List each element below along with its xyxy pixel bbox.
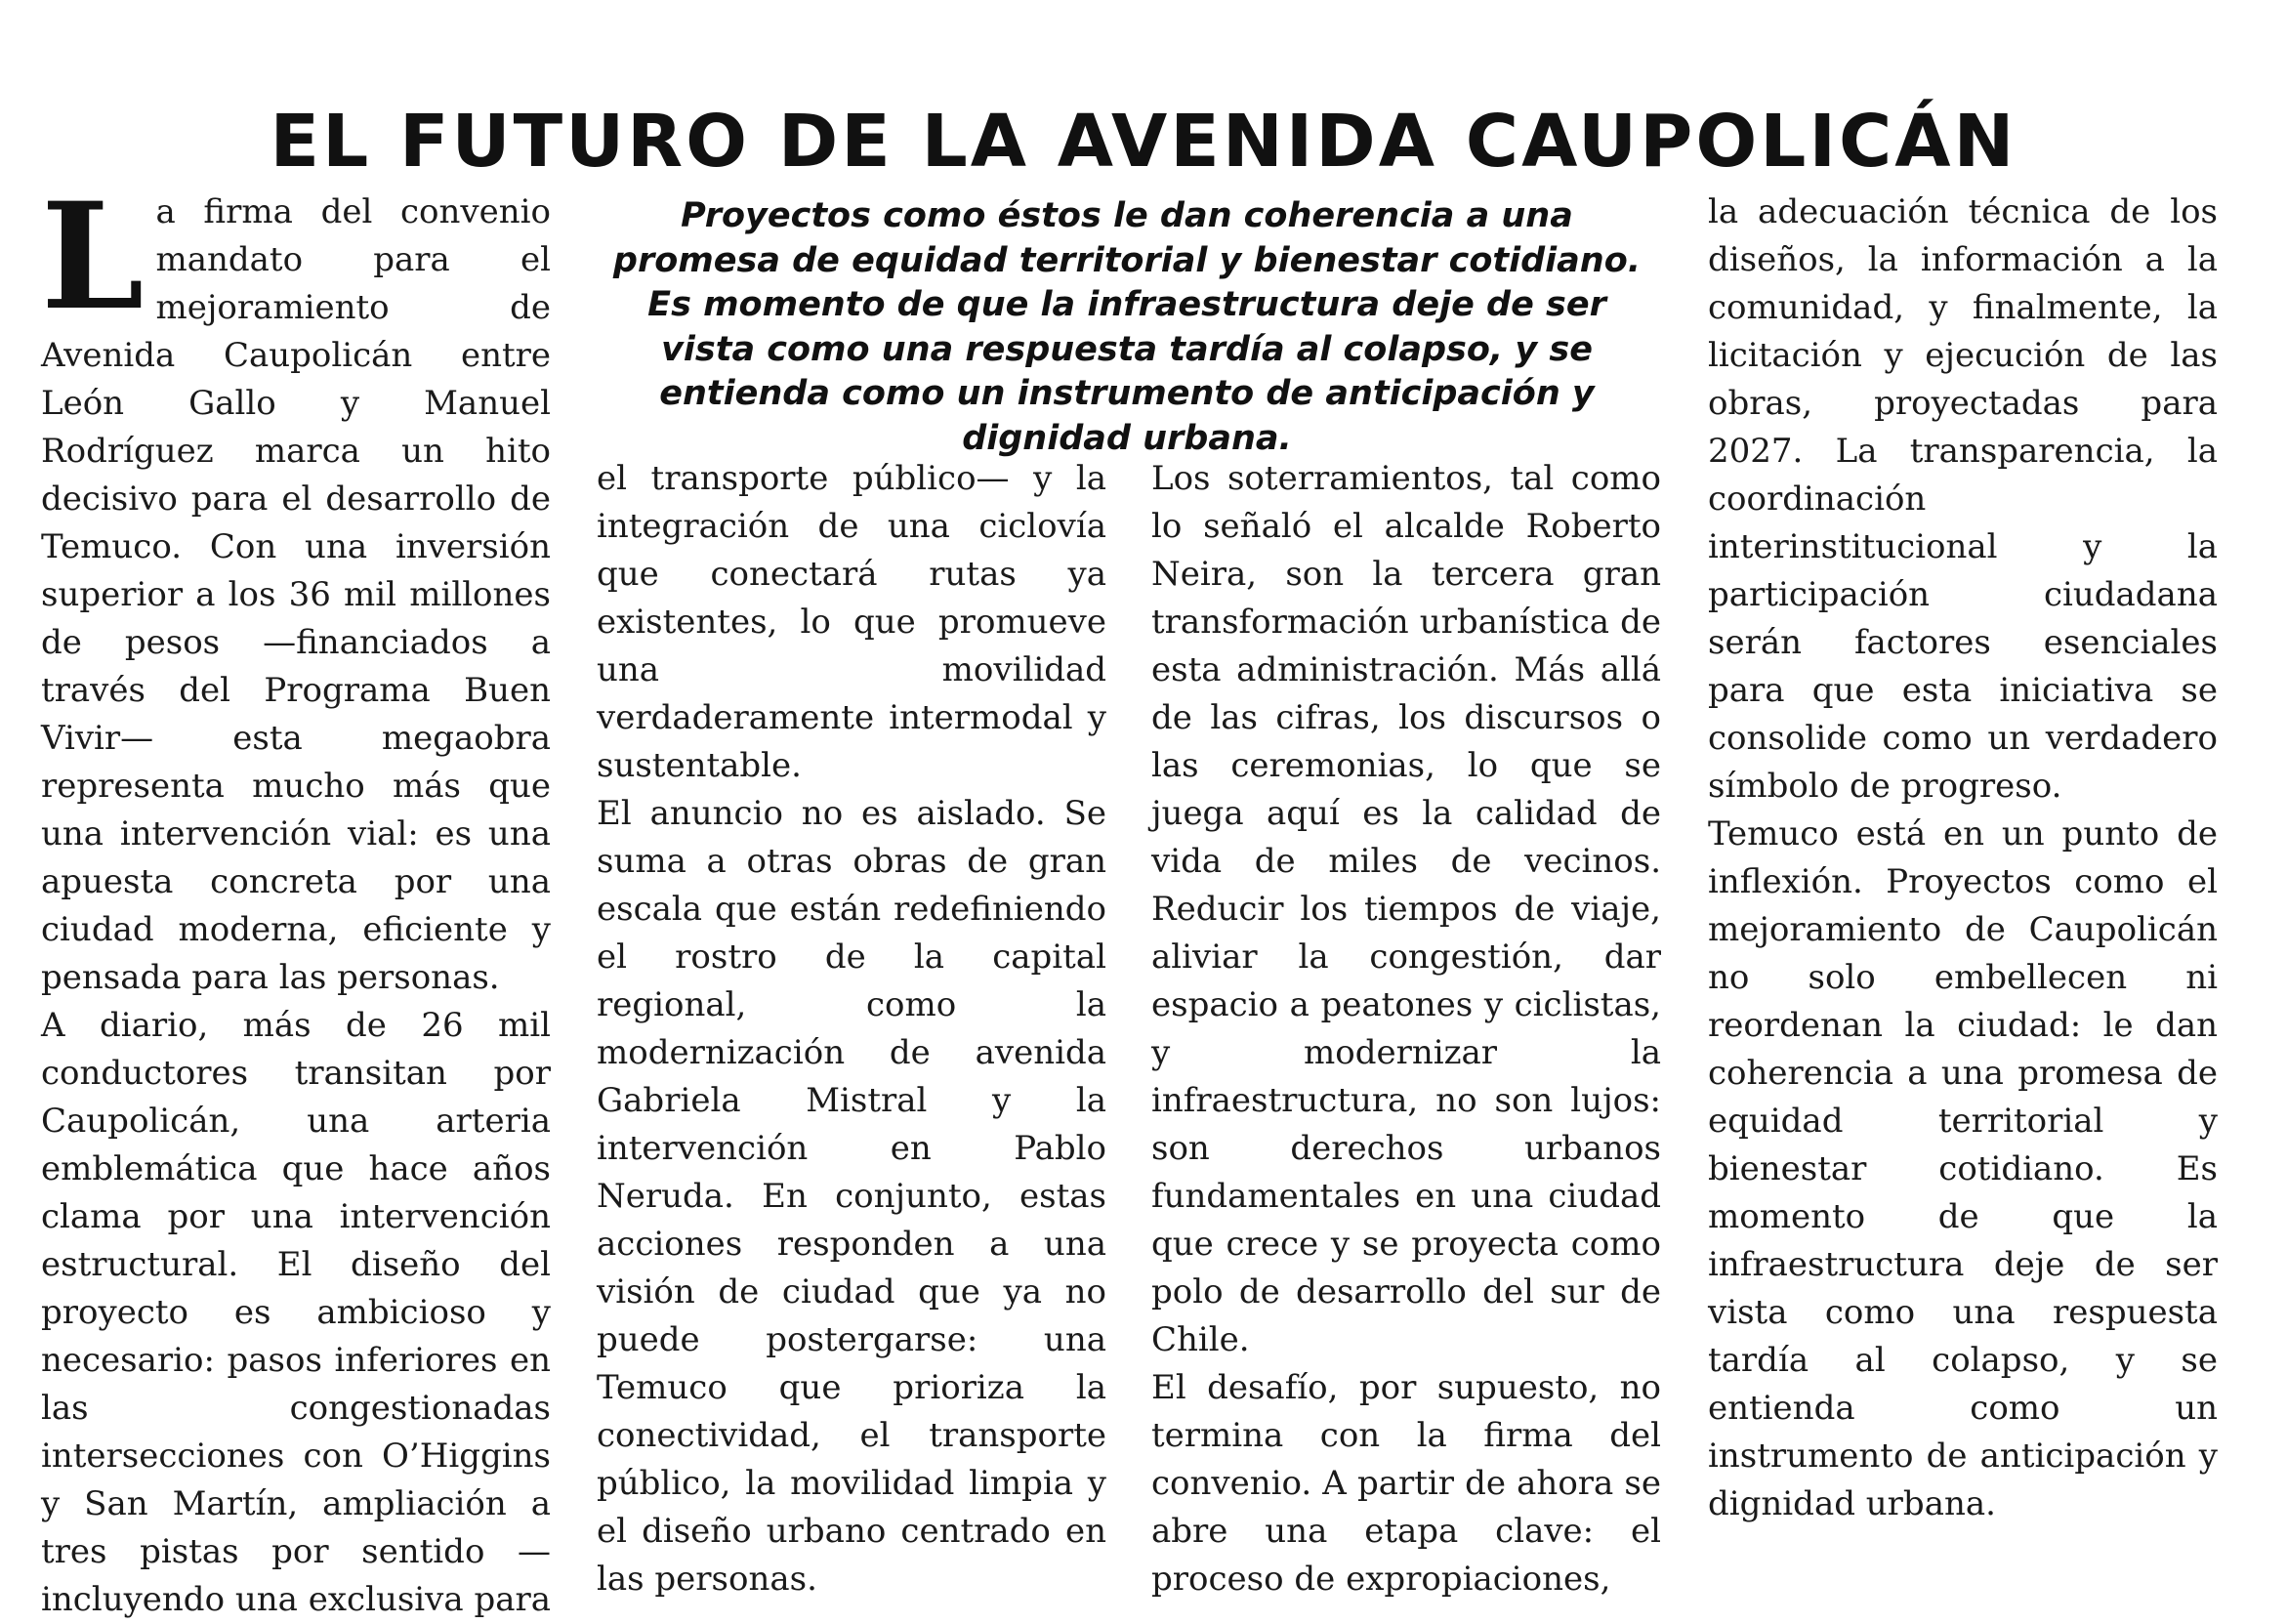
column-4	[1708, 188, 2218, 1528]
paragraph: el transporte público— y la integración de una ciclovía que conectará rutas ya existentes, lo que promueve una movilidad verdaderamente intermodal y sustentable.	[597, 459, 1106, 785]
paragraph: El anuncio no es aislado. Se suma a otras obras de gran escala que están redefiniendo el rostro de la capital regional, como la modernización de avenida Gabriela Mistral y la intervención en Pablo Neruda. En conjunto, estas acciones responden a una visión de ciudad que ya no puede postergarse: una Temuco que prioriza la conectividad, el transporte público, la movilidad limpia y el diseño urbano centrado en las personas.	[597, 794, 1106, 1599]
paragraph: Temuco está en un punto de inflexión. Proyectos como el mejoramiento de Caupolicán no solo embellecen ni reordenan la ciudad: le dan coherencia a una promesa de equidad territorial y bienestar cotidiano. Es momento de que la infraestructura deje de ser vista como una respuesta tardía al colapso, y se entienda como un instrumento de anticipación y dignidad urbana.	[1708, 814, 2218, 1523]
column-3	[1151, 455, 1661, 1603]
paragraph-text: a firma del convenio mandato para el mejoramiento de Avenida Caupolicán entre León Gallo y Manuel Rodríguez marca un hito decisivo para el desarrollo de Temuco. Con una inversión superior a los 36 mil millones de pesos —financiados a través del Programa Buen Vivir— esta megaobra representa mucho más que una intervención vial: es una apuesta concreta por una ciudad moderna, eficiente y pensada para las personas.	[41, 192, 551, 997]
paragraph	[41, 171, 551, 1002]
drop-cap: L	[41, 171, 145, 343]
headline: EL FUTURO DE LA AVENIDA CAUPOLICÁN	[270, 99, 2017, 184]
paragraph: la adecuación técnica de los diseños, la información a la comunidad, y finalmente, la licitación y ejecución de las obras, proyectadas para 2027. La transparencia, la coordinación interinstitucional y la participación ciudadana serán factores esenciales para que esta iniciativa se consolide como un verdadero símbolo de progreso.	[1708, 192, 2218, 806]
paragraph: Los soterramientos, tal como lo señaló el alcalde Roberto Neira, son la tercera gran transformación urbanística de esta administración. Más allá de las cifras, los discursos o las ceremonias, lo que se juega aquí es la calidad de vida de miles de vecinos. Reducir los tiempos de viaje, aliviar la congestión, dar espacio a peatones y ciclistas, y modernizar la infraestructura, no son lujos: son derechos urbanos fundamentales en una ciudad que crece y se proyecta como polo de desarrollo del sur de Chile.	[1151, 459, 1661, 1359]
pull-quote: Proyectos como éstos le dan coherencia a una promesa de equidad territorial y bienestar cotidiano. Es momento de que la infraestructura deje de ser vista como una respuesta tardía al colapso, y se entienda como un instrumento de anticipación y dignidad urbana.	[612, 196, 1642, 458]
paragraph: A diario, más de 26 mil conductores transitan por Caupolicán, una arteria emblemática que hace años clama por una intervención estructural. El diseño del proyecto es ambicioso y necesario: pasos inferiores en las congestionadas intersecciones con O’Higgins y San Martín, ampliación a tres pistas por sentido —incluyendo una exclusiva para	[41, 1006, 552, 1619]
paragraph: El desafío, por supuesto, no termina con la firma del convenio. A partir de ahora se abre una etapa clave: el proceso de expropiaciones,	[1151, 1368, 1661, 1599]
column-2	[597, 455, 1106, 1603]
column-1	[41, 171, 552, 1624]
